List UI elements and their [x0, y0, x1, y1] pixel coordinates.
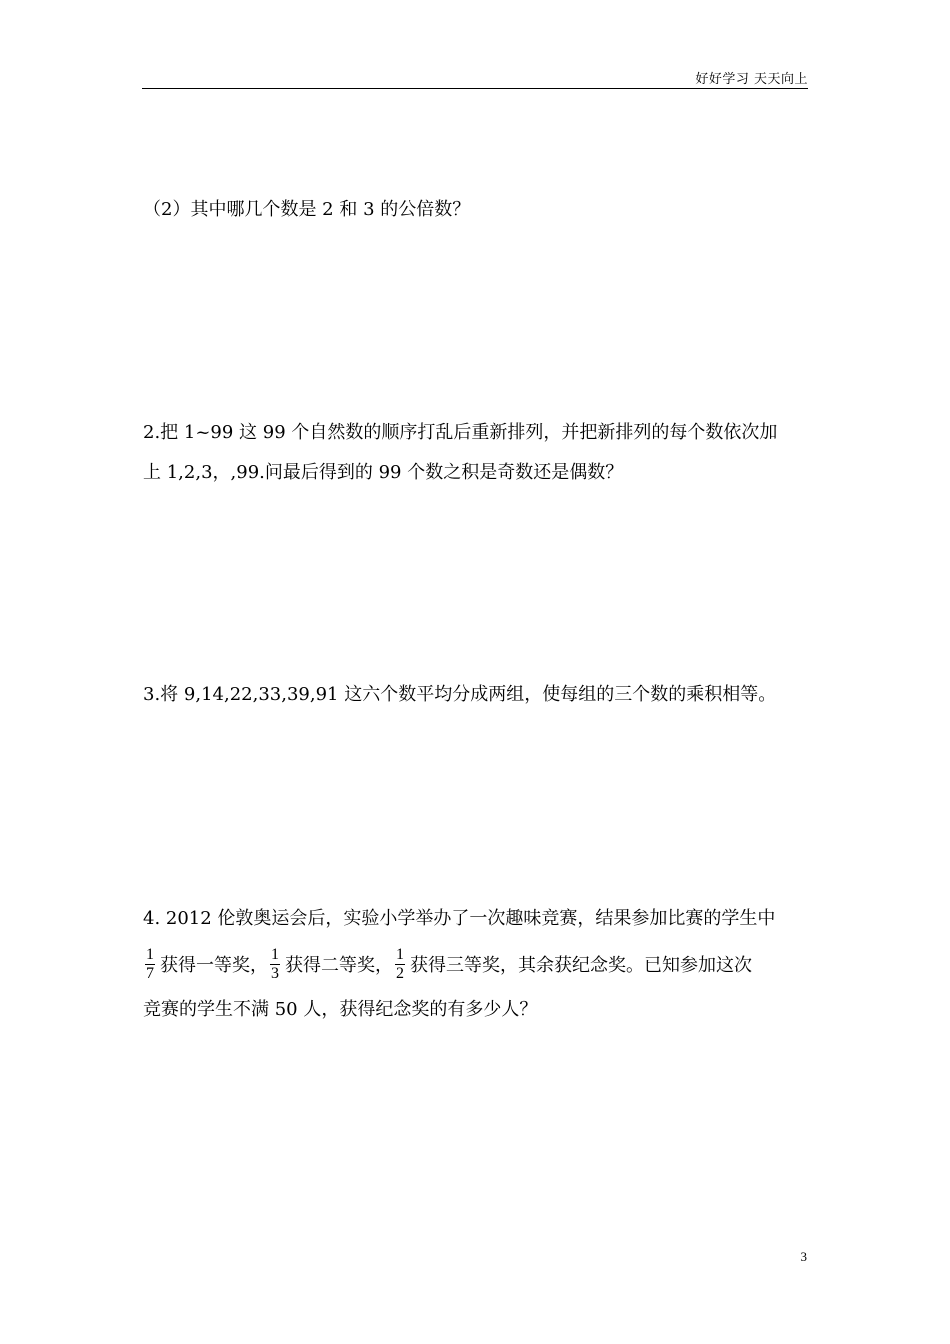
fraction-denominator: 3	[271, 964, 279, 982]
fraction-one-half	[393, 946, 407, 983]
fraction-numerator: 1	[396, 945, 404, 963]
page-header: 好好学习 天天向上	[695, 72, 808, 87]
q4-text-second-prize: 获得二等奖，	[285, 955, 393, 976]
question-4-line-3: 竞赛的学生不满 50 人，获得纪念奖的有多少人？	[143, 999, 538, 1020]
fraction-numerator: 1	[271, 945, 279, 963]
fraction-denominator: 7	[146, 964, 154, 982]
question-3: 3.将 9,14,22,33,39,91 这六个数平均分成两组，使每组的三个数的乘积相等。	[143, 684, 777, 705]
fraction-one-seventh	[143, 946, 157, 983]
question-1-part-2: （2）其中哪几个数是 2 和 3 的公倍数？	[143, 199, 471, 220]
question-4-line-2	[143, 940, 752, 988]
fraction-denominator: 2	[396, 964, 404, 982]
page-number: 3	[800, 1249, 807, 1264]
question-2-line-1: 2.把 1~99 这 99 个自然数的顺序打乱后重新排列，并把新排列的每个数依次加	[143, 422, 778, 443]
header-divider	[142, 88, 808, 89]
question-4-line-1: 4. 2012 伦敦奥运会后，实验小学举办了一次趣味竞赛，结果参加比赛的学生中	[143, 908, 776, 929]
q4-text-first-prize: 获得一等奖，	[160, 955, 268, 976]
fraction-one-third	[268, 946, 282, 983]
question-2-line-2: 上 1,2,3，,99.问最后得到的 99 个数之积是奇数还是偶数？	[143, 462, 624, 483]
q4-text-third-prize: 获得三等奖，其余获纪念奖。已知参加这次	[410, 955, 752, 976]
fraction-numerator: 1	[146, 945, 154, 963]
